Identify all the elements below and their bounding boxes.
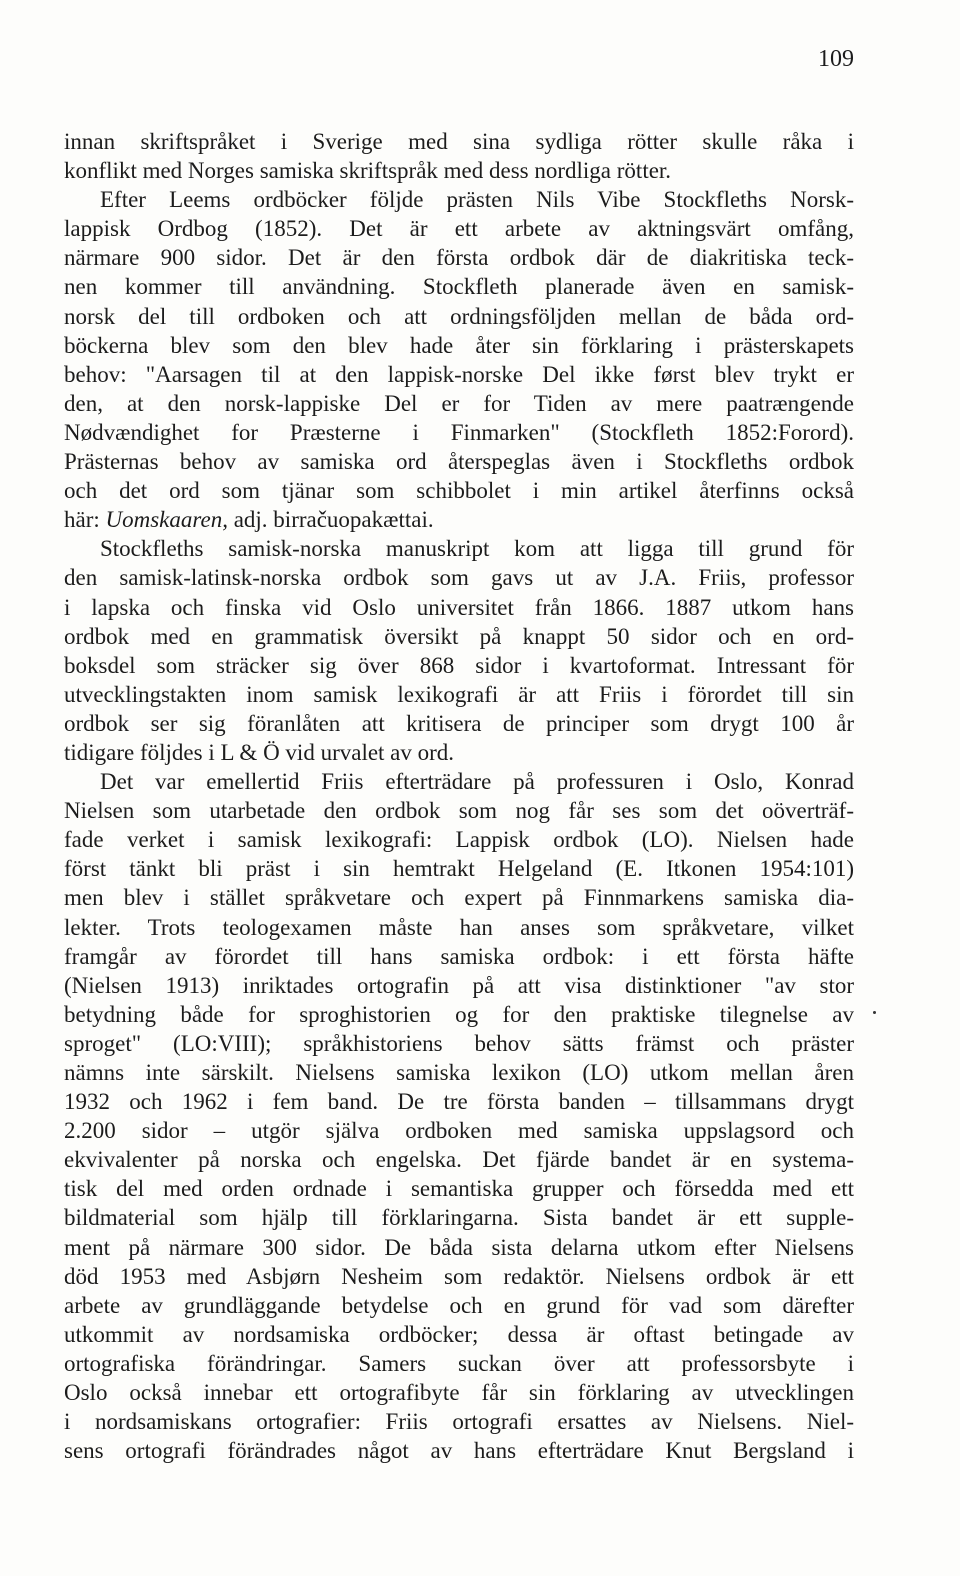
text-line: men blev i stället språkvetare och expert på Finnmarkens samiska dia- bbox=[64, 885, 854, 911]
ink-speck bbox=[873, 1011, 876, 1014]
text-line: lappisk Ordbog (1852). Det är ett arbete av aktningsvärt omfång, bbox=[64, 216, 854, 242]
text-line: sproget" (LO:VIII); språkhistoriens behov sätts främst och präster bbox=[64, 1030, 854, 1056]
text-line: ortografiska förändringar. Samers suckan över att professorsbyte i bbox=[64, 1350, 854, 1376]
text-segment: adj. birračuopakættai. bbox=[227, 507, 434, 533]
text-line: ekvivalenter på norska och engelska. Det fjärde bandet är en systema- bbox=[64, 1147, 854, 1173]
text-line: nämns inte särskilt. Nielsens samiska lexikon (LO) utkom mellan åren bbox=[64, 1060, 854, 1085]
text-line: arbete av grundläggande betydelse och en grund för vad som därefter bbox=[64, 1292, 854, 1318]
text-line: Stockfleths samisk-norska manuskript kom att ligga till grund för bbox=[100, 536, 854, 562]
text-line: utvecklingstakten inom samisk lexikografi är att Friis i förordet till sin bbox=[64, 681, 854, 707]
text-line: ment på närmare 300 sidor. De båda sista delarna utkom efter Nielsens bbox=[64, 1234, 854, 1260]
text-line: ordbok med en grammatisk översikt på knappt 50 sidor och en ord- bbox=[64, 623, 854, 649]
text-line: död 1953 med Asbjørn Nesheim som redaktör. Nielsens ordbok är ett bbox=[64, 1263, 854, 1289]
body-text bbox=[64, 127, 854, 1465]
text-line: konflikt med Norges samiska skriftspråk med dess nordliga rötter. bbox=[64, 158, 672, 184]
text-line: tidigare följdes i L & Ö vid urvalet av ord. bbox=[64, 739, 455, 765]
text-line: innan skriftspråket i Sverige med sina sydliga rötter skulle råka i bbox=[64, 129, 854, 154]
text-line: lekter. Trots teologexamen måste han anses som språkvetare, vilket bbox=[64, 914, 854, 940]
text-line: den, at den norsk-lappiske Del er for Tiden av mere paatrængende bbox=[64, 390, 854, 416]
text-line: utkommit av nordsamiska ordböcker; dessa är oftast betingade av bbox=[64, 1321, 854, 1347]
text-line: framgår av förordet till hans samiska ordbok: i ett första häfte bbox=[64, 943, 854, 969]
text-line: (Nielsen 1913) inriktades ortografin på att visa distinktioner "av stor bbox=[64, 972, 854, 998]
text-line bbox=[64, 505, 854, 534]
text-line: närmare 900 sidor. Det är den första ordbok där de diakritiska teck- bbox=[64, 245, 854, 271]
page-number: 109 bbox=[818, 46, 854, 72]
text-line: 2.200 sidor – utgör själva ordboken med samiska uppslagsord och bbox=[64, 1118, 854, 1144]
text-line: norsk del till ordboken och att ordningsföljden mellan de båda ord- bbox=[64, 303, 854, 329]
text-line: i nordsamiskans ortografier: Friis ortografi ersattes av Nielsens. Niel- bbox=[64, 1409, 854, 1435]
text-line: bildmaterial som hjälp till förklaringarna. Sista bandet är ett supple- bbox=[64, 1205, 854, 1231]
text-line: böckerna blev som den blev hade åter sin förklaring i prästerskapets bbox=[64, 332, 854, 358]
text-line: i lapska och finska vid Oslo universitet från 1866. 1887 utkom hans bbox=[64, 594, 854, 620]
text-line: den samisk-latinsk-norska ordbok som gavs ut av J.A. Friis, professor bbox=[64, 565, 854, 591]
text-line: betydning både for sproghistorien og for den praktiske tilegnelse av bbox=[64, 1001, 854, 1027]
text-line: tisk del med orden ordnade i semantiska grupper och försedda med ett bbox=[64, 1176, 854, 1202]
text-line: Det var emellertid Friis efterträdare på professuren i Oslo, Konrad bbox=[100, 769, 854, 795]
text-line: 1932 och 1962 i fem band. De tre första banden – tillsammans drygt bbox=[64, 1089, 854, 1115]
italic-term: Uomskaaren, bbox=[105, 507, 228, 533]
text-line: fade verket i samisk lexikografi: Lappisk ordbok (LO). Nielsen hade bbox=[64, 827, 854, 853]
text-line: Nødvændighet for Præsterne i Finmarken" (Stockfleth 1852:Forord). bbox=[64, 419, 854, 445]
text-line: boksdel som sträcker sig över 868 sidor i kvartoformat. Intressant för bbox=[64, 652, 854, 678]
text-line: ordbok ser sig föranlåten att kritisera de principer som drygt 100 år bbox=[64, 710, 854, 736]
text-line: sens ortografi förändrades något av hans efterträdare Knut Bergsland i bbox=[64, 1438, 854, 1464]
text-line: nen kommer till användning. Stockfleth planerade även en samisk- bbox=[64, 274, 854, 300]
text-line: behov: "Aarsagen til at den lappisk-norske Del ikke først blev trykt er bbox=[64, 361, 854, 387]
text-line: Prästernas behov av samiska ord återspeglas även i Stockfleths ordbok bbox=[64, 449, 854, 475]
text-line: först tänkt bli präst i sin hemtrakt Helgeland (E. Itkonen 1954:101) bbox=[64, 856, 854, 882]
text-segment: här: bbox=[64, 507, 106, 533]
text-line: och det ord som tjänar som schibbolet i min artikel återfinns också bbox=[64, 478, 854, 504]
text-line: Efter Leems ordböcker följde prästen Nils Vibe Stockfleths Norsk- bbox=[100, 187, 854, 213]
text-line: Oslo också innebar ett ortografibyte får sin förklaring av utvecklingen bbox=[64, 1380, 854, 1406]
text-line: Nielsen som utarbetade den ordbok som nog får ses som det oöverträf- bbox=[64, 798, 854, 824]
